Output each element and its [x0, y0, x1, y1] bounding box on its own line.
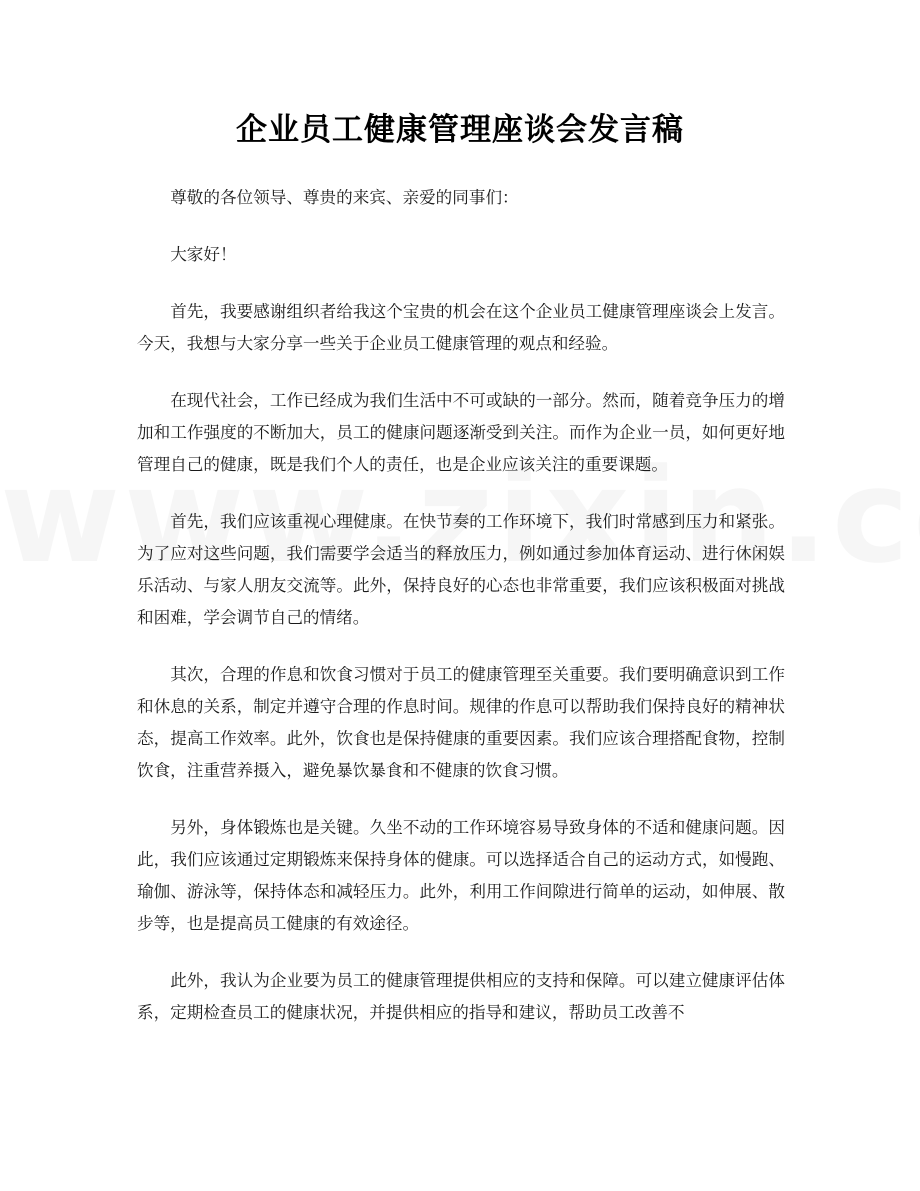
- paragraph-routine-diet: 其次，合理的作息和饮食习惯对于员工的健康管理至关重要。我们要明确意识到工作和休息的关系，制定并遵守合理的作息时间。规律的作息可以帮助我们保持良好的精神状态，提高工作效率。此外，饮食也是保持健康的重要因素。我们应该合理搭配食物，控制饮食，注重营养摄入，避免暴饮暴食和不健康的饮食习惯。: [137, 665, 785, 780]
- paragraph-salutation: 尊敬的各位领导、尊贵的来宾、亲爱的同事们：: [170, 188, 519, 207]
- paragraph-context: 在现代社会，工作已经成为我们生活中不可或缺的一部分。然而，随着竞争压力的增加和工作强度的不断加大，员工的健康问题逐渐受到关注。而作为企业一员，如何更好地管理自己的健康，既是我们个人的责任，也是企业应该关注的重要课题。: [137, 391, 785, 474]
- document-title: 企业员工健康管理座谈会发言稿: [236, 112, 684, 148]
- paragraph-thanks: 首先，我要感谢组织者给我这个宝贵的机会在这个企业员工健康管理座谈会上发言。今天，我想与大家分享一些关于企业员工健康管理的观点和经验。: [137, 302, 785, 353]
- paragraph-company-support: 此外，我认为企业要为员工的健康管理提供相应的支持和保障。可以建立健康评估体系，定期检查员工的健康状况，并提供相应的指导和建议，帮助员工改善不: [137, 971, 785, 1022]
- paragraph-mental-health: 首先，我们应该重视心理健康。在快节奏的工作环境下，我们时常感到压力和紧张。为了应对这些问题，我们需要学会适当的释放压力，例如通过参加体育运动、进行休闲娱乐活动、与家人朋友交流等。此外，保持良好的心态也非常重要，我们应该积极面对挑战和困难，学会调节自己的情绪。: [137, 512, 785, 627]
- document-body: [137, 182, 785, 1054]
- paragraph-exercise: 另外，身体锻炼也是关键。久坐不动的工作环境容易导致身体的不适和健康问题。因此，我们应该通过定期锻炼来保持身体的健康。可以选择适合自己的运动方式，如慢跑、瑜伽、游泳等，保持体态和减轻压力。此外，利用工作间隙进行简单的运动，如伸展、散步等，也是提高员工健康的有效途径。: [137, 818, 785, 933]
- paragraph-greeting: 大家好！: [170, 245, 237, 264]
